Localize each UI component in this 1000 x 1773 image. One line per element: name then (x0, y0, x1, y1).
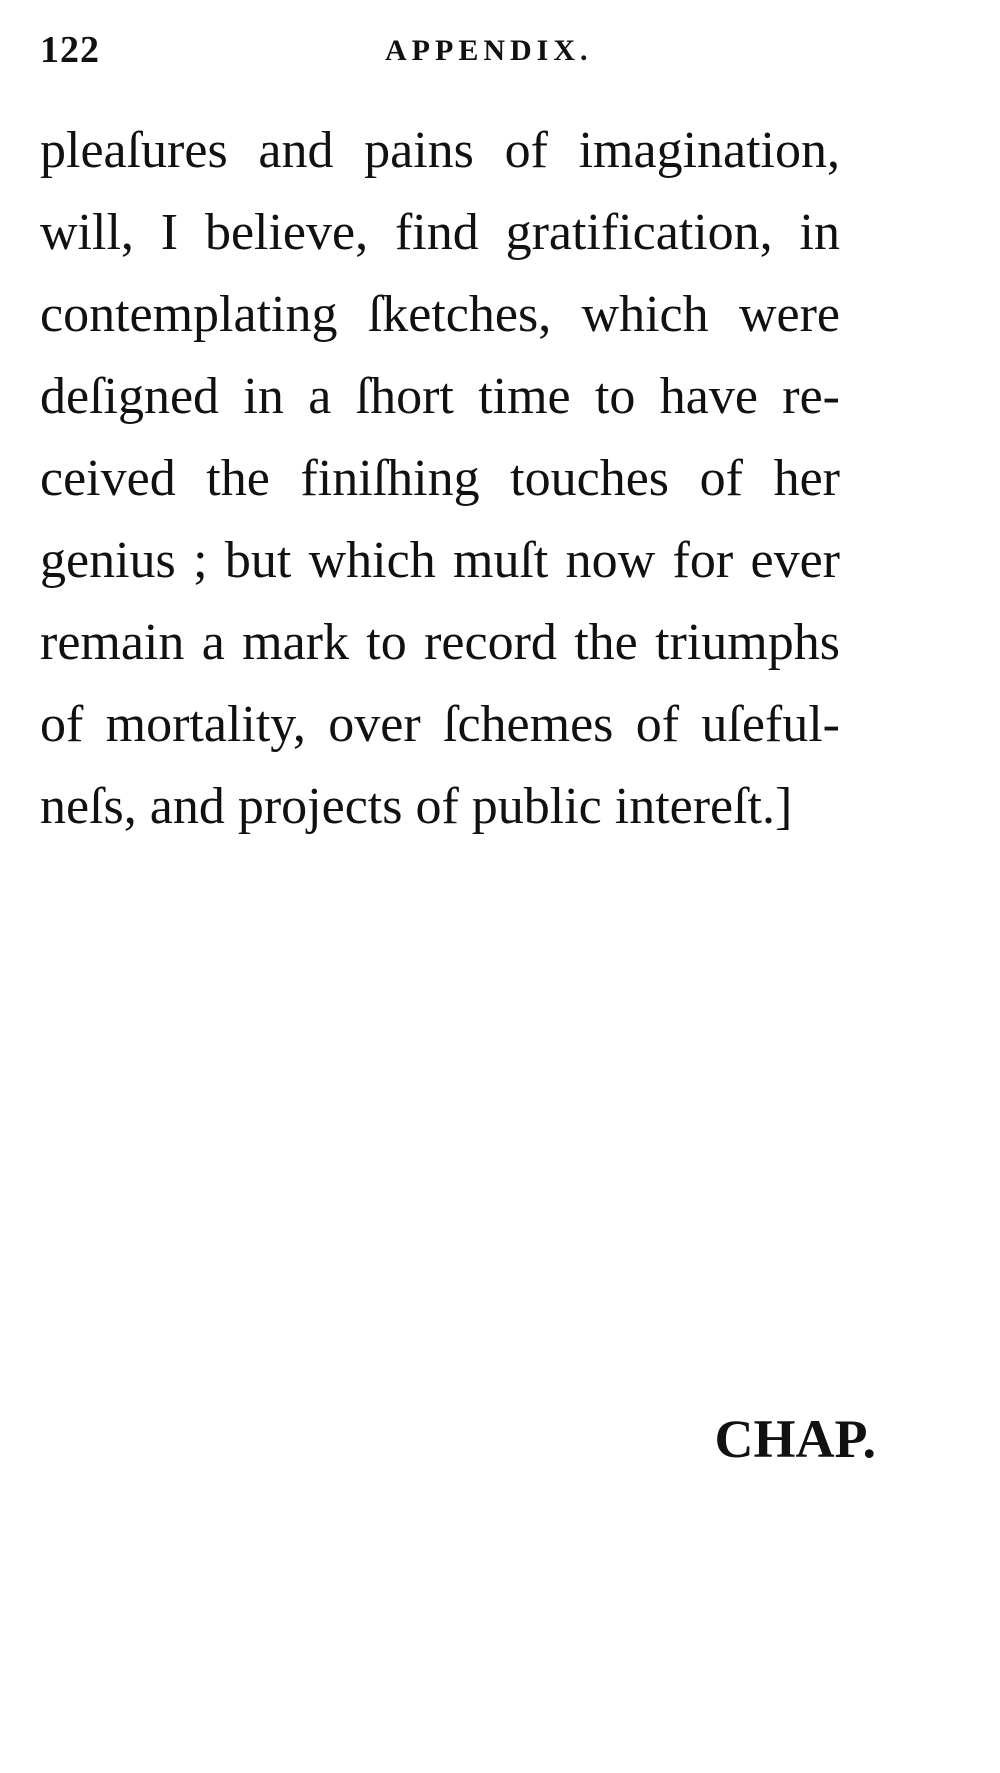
body-text (40, 110, 840, 848)
text-line: genius ; but which muſt now for ever (40, 532, 840, 589)
text-line: remain a mark to record the triumphs (40, 614, 840, 671)
text-line: pleaſures and pains of imagination, (40, 122, 840, 179)
running-title: APPENDIX. (385, 34, 593, 67)
text-line: deſigned in a ſhort time to have re- (40, 368, 840, 425)
text-line: neſs, and projects of public intereſt.] (40, 778, 793, 835)
text-line: contemplating ſketches, which were (40, 286, 840, 343)
text-line: ceived the finiſhing touches of her (40, 450, 840, 507)
catchword: CHAP. (714, 1409, 876, 1469)
text-line: of mortality, over ſchemes of uſeful- (40, 696, 840, 753)
page-number: 122 (40, 29, 100, 71)
text-line: will, I believe, find gratification, in (40, 204, 840, 261)
running-head (40, 28, 940, 78)
